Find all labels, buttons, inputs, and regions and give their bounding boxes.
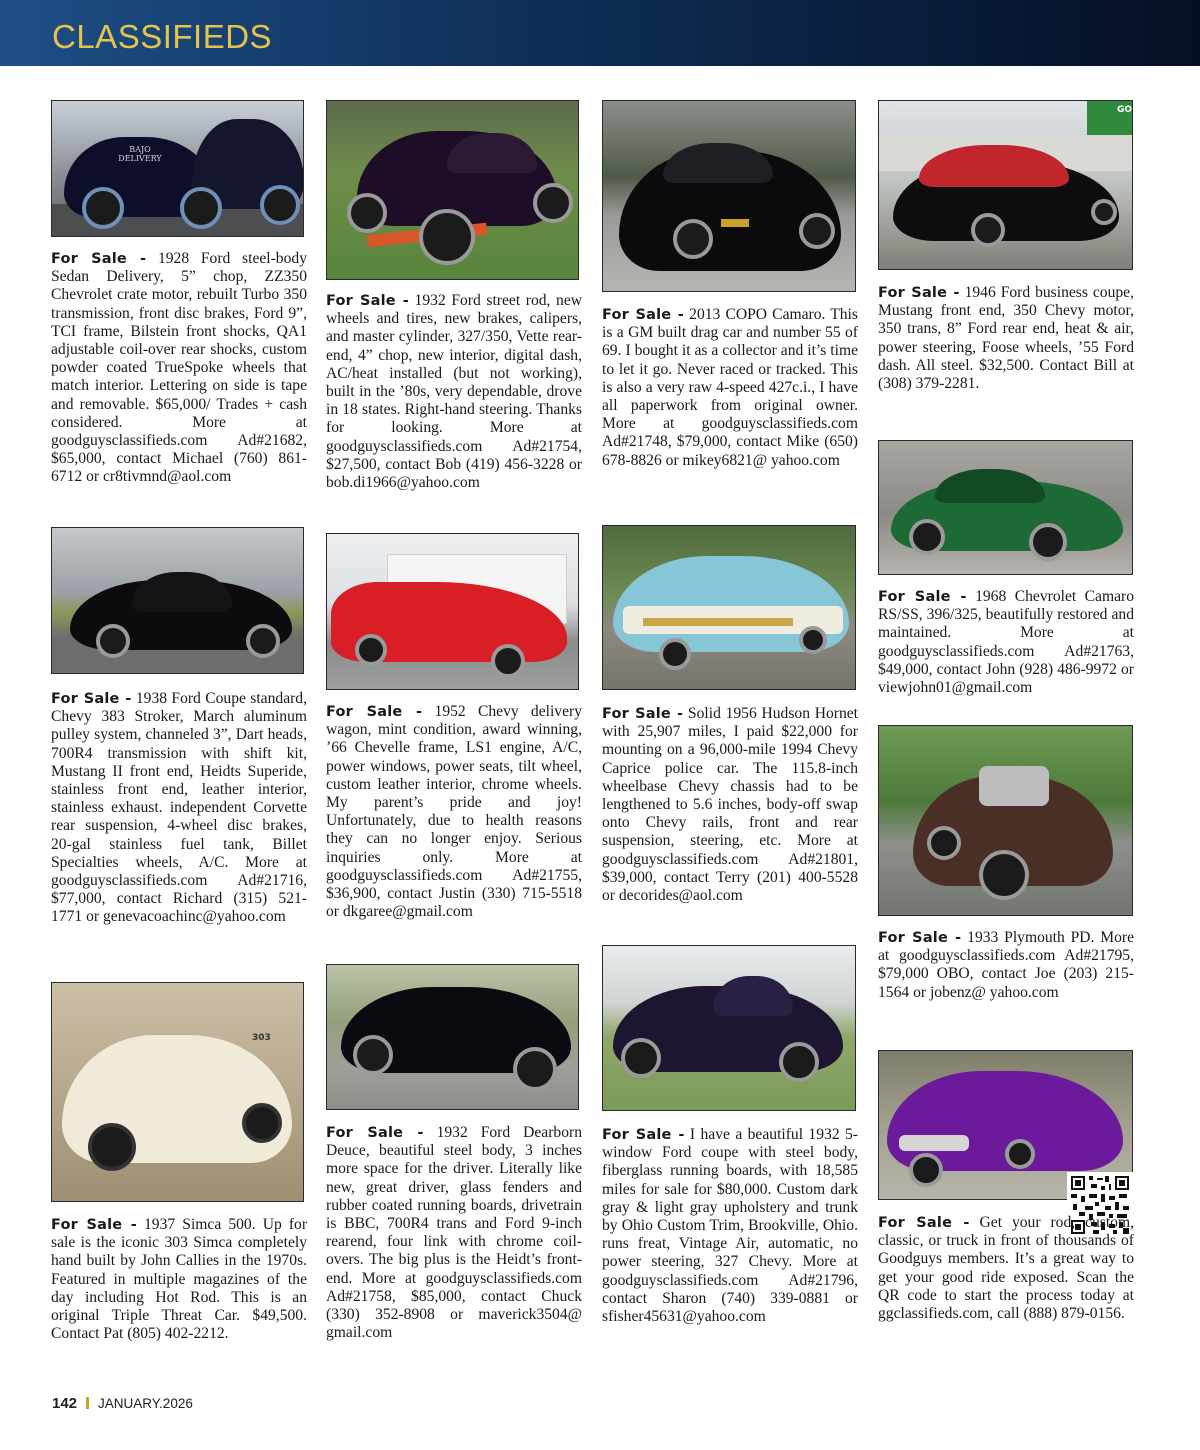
listing-text-1928-ford xyxy=(51,250,307,487)
photo-car-number: 303 xyxy=(252,1033,271,1043)
listing-text-1968-camaro xyxy=(878,588,1134,697)
for-sale-label: For Sale - xyxy=(326,293,409,309)
for-sale-label: For Sale - xyxy=(326,1125,424,1141)
listing-body: 1952 Chevy delivery wagon, mint condition, award winning, ’66 Chevelle frame, LS1 engine, A/C, power windows, power seats, tilt wheel, custom leather interior, chrome wheels. My parent’s pride and joy! Unfortunately, due to health reasons they can no longer enjoy. Serious inquiries only. More at goodguysclassifieds.com Ad#21755, $36,900, contact Justin (330) 715-5518 or dkgaree@gmail.com xyxy=(326,703,583,921)
listing-body: 1933 Plymouth PD. More at goodguysclassifieds.com Ad#21795, $79,000 OBO, contact Joe (203) 215-1564 or jobenz@ yahoo.com xyxy=(878,929,1135,1001)
issue-date: JANUARY.2026 xyxy=(98,1396,193,1411)
listing-photo-1932-5-window-coupe xyxy=(602,945,856,1111)
listing-body: 1932 Ford street rod, new wheels and tires, new brakes, calipers, and master cylinder, 327/350, Vette rear-end, 4” chop, new interior, digital dash, AC/heat installed (but not working), built in the ’80s, very dependable, drove in 18 states. Right-hand steering. Thanks for looking. More at goodguysclassifieds.com Ad#21754, $27,500, contact Bob (419) 456-3228 or bob.di1966@yahoo.com xyxy=(326,292,583,492)
listing-body: 1932 Ford Dearborn Deuce, beautiful steel body, 3 inches more space for the driver. Literally like new, great driver, glass fenders and rubber coated running boards, drivetrain is BBC, 700R4 trans and Ford 9-inch rearend, four link with chrome coil-overs. The big plus is the Heidt’s front-end. More at goodguysclassifieds.com Ad#21758, $85,000, contact Chuck (330) 352-8908 or maverick3504@ gmail.com xyxy=(326,1124,582,1342)
for-sale-label: For Sale - xyxy=(51,251,147,267)
listing-text-1933-plymouth-pd xyxy=(878,929,1134,1002)
listing-text-1932-ford-street-rod xyxy=(326,292,582,492)
listing-text-2013-copo-camaro xyxy=(602,306,858,470)
listing-text-1937-simca xyxy=(51,1216,307,1343)
page-header xyxy=(0,0,1200,66)
listing-photo-1952-chevy-delivery xyxy=(326,533,579,690)
listing-text-1946-ford-coupe xyxy=(878,284,1134,393)
listing-photo-1938-ford-coupe xyxy=(51,527,304,674)
listing-photo-1946-ford-coupe xyxy=(878,100,1133,270)
for-sale-label: For Sale - xyxy=(602,1127,685,1143)
listing-photo-1956-hudson-hornet xyxy=(602,525,856,690)
for-sale-label: For Sale - xyxy=(51,691,132,707)
listing-text-1956-hudson-hornet xyxy=(602,705,858,905)
for-sale-label: For Sale - xyxy=(326,704,423,720)
for-sale-label: For Sale - xyxy=(602,706,684,722)
listing-body: Solid 1956 Hudson Hornet with 25,907 miles, I paid $22,000 for mounting on a 96,000-mile 1994 Chevy Caprice police car. The 115.8-inch wheelbase Chevy chassis had to be lengthened to 5.6 inches, body-off swap onto Chevy rails, front and rear suspension, steering, etc. More at goodguysclassifieds.com Ad#21801, $39,000, contact Terry (201) 400-5528 or decorides@aol.com xyxy=(602,705,859,905)
for-sale-label: For Sale - xyxy=(878,285,960,301)
listing-body: 1968 Chevrolet Camaro RS/SS, 396/325, beautifully restored and maintained. More at goodguysclassifieds.com Ad#21763, $49,000, contact John (928) 486-9972 or viewjohn01@gmail.com xyxy=(878,588,1134,697)
for-sale-label: For Sale - xyxy=(878,1215,970,1231)
photo-lettering: BAJO DELIVERY xyxy=(118,145,162,163)
listing-photo-1937-simca xyxy=(51,982,304,1202)
listing-photo-2013-copo-camaro xyxy=(602,100,856,292)
listing-text-goodguys-ad xyxy=(878,1214,1134,1323)
listing-photo-1928-ford xyxy=(51,100,304,237)
listing-photo-1968-camaro xyxy=(878,440,1133,575)
listing-body: 1937 Simca 500. Up for sale is the iconic 303 Simca completely hand built by John Callies in the 1970s. Featured in multiple magazines of the day including Hot Rod. This is an original Triple Threat Car. $49,500. Contact Pat (805) 402-2212. xyxy=(51,1216,308,1343)
listing-photo-1932-ford-street-rod xyxy=(326,100,579,280)
listing-body: I have a beautiful 1932 5-window Ford coupe with steel body, fiberglass running boards, with 18,585 miles for sale for $80,000. Custom dark gray & light gray upholstery and trunk by Ohio Custom Trim, Brookville, Ohio. runs freat, Vintage Air, automatic, no power steering, 327 Chevy. More at goodguysclassifieds.com Ad#21796, contact Sharon (740) 339-0881 or sfisher45631@yahoo.com xyxy=(602,1126,858,1326)
listing-text-1938-ford-coupe xyxy=(51,690,307,927)
for-sale-label: For Sale - xyxy=(602,307,685,323)
section-title: CLASSIFIEDS xyxy=(52,18,273,55)
listing-body: 1946 Ford business coupe, Mustang front end, 350 Chevy motor, 350 trans, 8” Ford rear end, heat & air, power steering, Foose wheels, ’55 Ford dash. All steel. $32,500. Contact Bill at (308) 379-2281. xyxy=(878,284,1134,393)
listing-text-1952-chevy-delivery xyxy=(326,703,582,921)
for-sale-label: For Sale - xyxy=(878,930,962,946)
footer-divider xyxy=(86,1397,89,1409)
listing-body: 1938 Ford Coupe standard, Chevy 383 Stroker, March aluminum pulley system, channeled 3”, Dart heads, 700R4 transmission with shift kit, Mustang II front end, Heidts Superide, stainless front end, leather interior, stainless exhaust. independent Corvette rear suspension, 4-wheel disc brakes, 20-gal stainless fuel tank, Billet Specialties wheels, A/C. More at goodguysclassifieds.com Ad#21716, $77,000, contact Richard (315) 521-1771 or genevacoachinc@yahoo.com xyxy=(51,690,308,926)
for-sale-label: For Sale - xyxy=(51,1217,137,1233)
listing-body: 1928 Ford steel-body Sedan Delivery, 5” chop, ZZ350 Chevrolet crate motor, rebuilt Turbo 350 transmission, front disc brakes, Ford 9”, TCI frame, Bilstein front shocks, QA1 adjustable coil-over rear shocks, custom powder coated TrueSpoke wheels that match interior. Lettering on side is tape and removable. $65,000/ Trades + cash considered. More at goodguysclassifieds.com Ad#21682, $65,000, contact Michael (760) 861-6712 or cr8tivmnd@aol.com xyxy=(51,250,307,486)
for-sale-label: For Sale - xyxy=(878,589,967,605)
listing-photo-1932-dearborn-deuce xyxy=(326,964,579,1110)
listing-text-1932-dearborn-deuce xyxy=(326,1124,582,1342)
page-footer xyxy=(52,1395,193,1412)
listing-body: 2013 COPO Camaro. This is a GM built drag car and number 55 of 69. I bought it as a collector and it’s time to let it go. Never raced or tracked. This is also a very raw 4-speed 427c.i., I have all paperwork from original owner. More at goodguysclassifieds.com Ad#21748, $79,000, contact Mike (650) 678-8826 or mikey6821@ yahoo.com xyxy=(602,306,858,469)
listing-body: Get your rod, custom, classic, or truck in front of thousands of Goodguys members. It’s a great way to get your good ride exposed. Scan the QR code to start the process today at ggclassifieds.com, call (888) 879-0156. xyxy=(878,1214,1134,1323)
listing-text-1932-5-window-coupe xyxy=(602,1126,858,1326)
listing-photo-1933-plymouth-pd xyxy=(878,725,1133,916)
billboard-text: GO xyxy=(1117,105,1133,115)
page-number: 142 xyxy=(52,1395,78,1412)
